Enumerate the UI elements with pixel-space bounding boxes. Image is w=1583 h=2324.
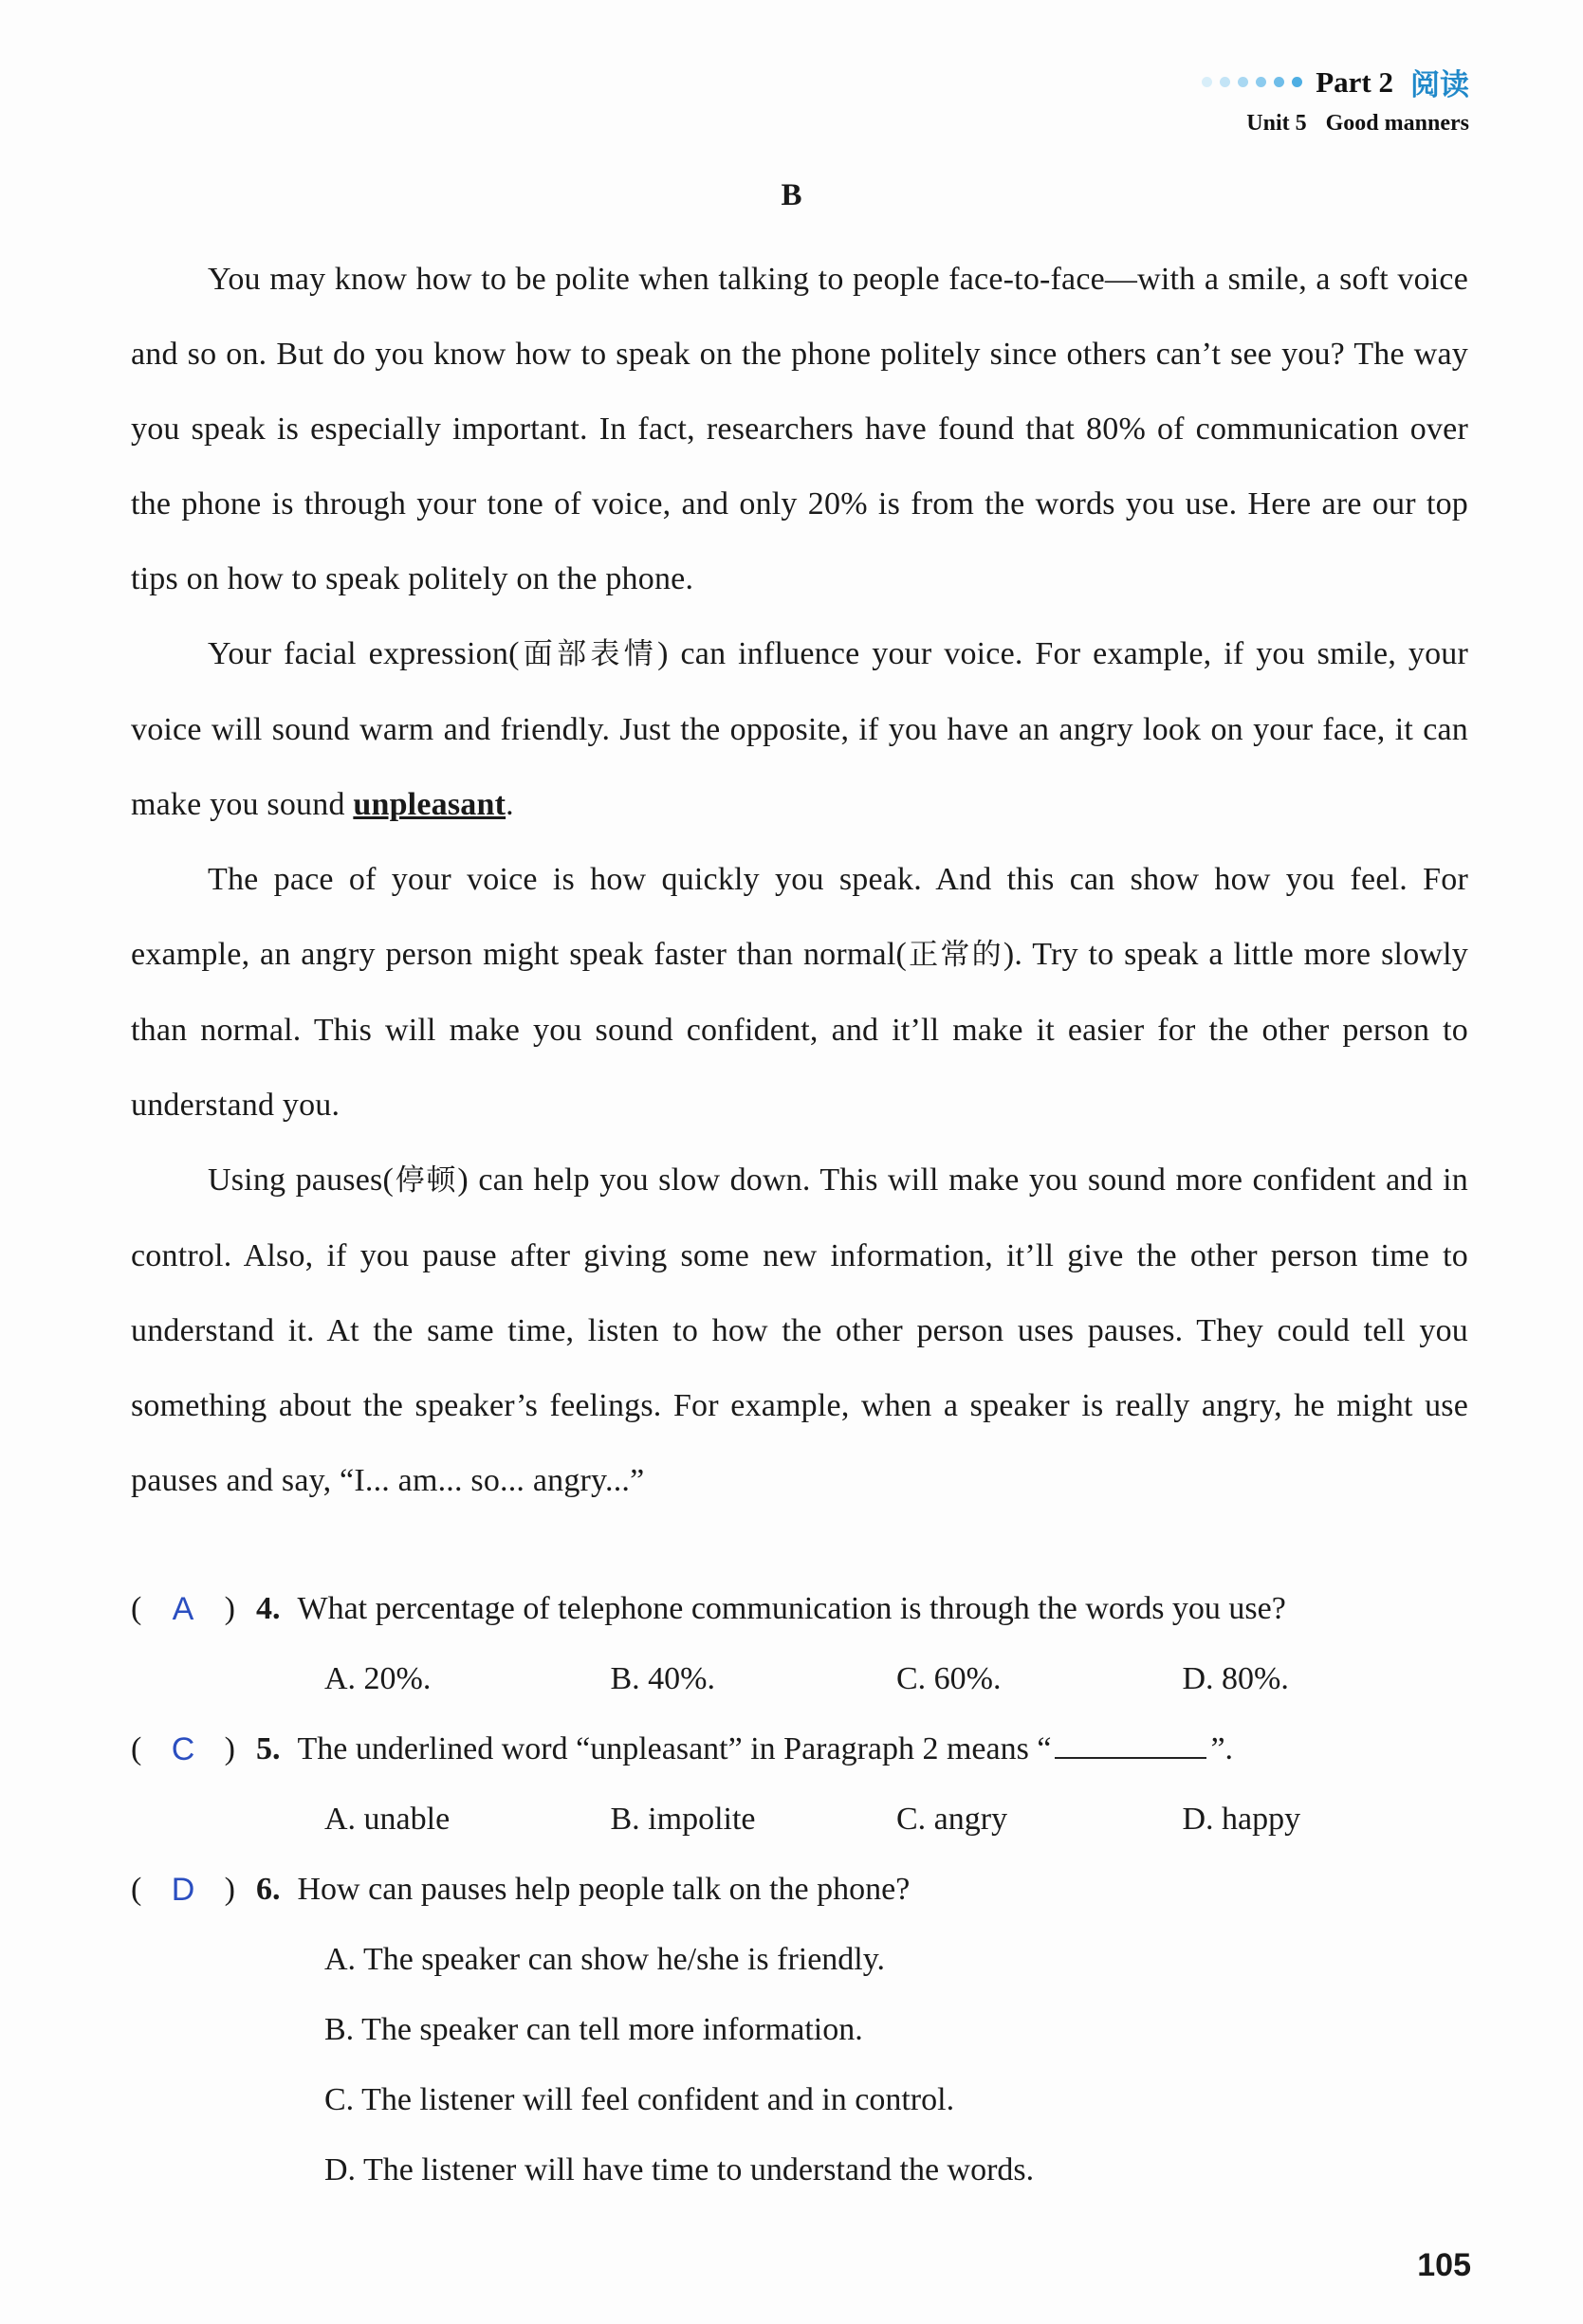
options-4: [324, 1644, 1468, 1714]
answer-bracket: ( A ): [131, 1574, 256, 1644]
unit-label: Unit 5: [1246, 111, 1307, 136]
decorative-dots-icon: [1202, 77, 1302, 87]
answer-bracket: ( D ): [131, 1855, 256, 1925]
keyword-unpleasant: unpleasant: [353, 787, 506, 822]
question-number: 4.: [256, 1591, 281, 1626]
question-4: [131, 1574, 1468, 1644]
option: B. 40%.: [610, 1661, 715, 1696]
paragraph-2: Your facial expression(面部表情) can influence your voice. For example, if you smile, your voice will sound warm and friendly. Just the opposite, if you have an angry look on your face, it can make you sound unpleasant.: [131, 636, 1469, 822]
option: D. 80%.: [1182, 1661, 1289, 1696]
question-number: 5.: [256, 1731, 281, 1766]
question-6: [131, 1855, 1468, 1925]
option: C. angry: [896, 1802, 1008, 1837]
questions: [131, 1574, 1468, 2205]
question-text: What percentage of telephone communication is through the words you use?: [297, 1591, 1286, 1626]
option: D. The listener will have time to understand the words.: [324, 2152, 1035, 2187]
option: A. unable: [324, 1802, 451, 1837]
option: C. The listener will feel confident and in control.: [324, 2082, 955, 2117]
reading-passage: [131, 242, 1468, 1518]
question-number: 6.: [256, 1872, 281, 1907]
question-text: How can pauses help people talk on the phone?: [297, 1872, 911, 1907]
paragraph-4: Using pauses(停顿) can help you slow down. This will make you sound more confident and in control. Also, if you pause after giving some new information, it’ll give the other person time to understand it. At the same time, listen to how the other person uses pauses. They could tell you something about the speaker’s feelings. For example, when a speaker is really angry, he might use pauses and say, “I... am... so... angry...”: [131, 1162, 1468, 1498]
page-header: [1202, 61, 1469, 137]
option: B. The speaker can tell more information.: [324, 2012, 863, 2047]
options-5: [324, 1784, 1468, 1855]
paragraph-3: The pace of your voice is how quickly you speak. And this can show how you feel. For example, an angry person might speak faster than normal(正常的). Try to speak a little more slowly than normal. This will make you sound confident, and it’ll make it easier for the other person to understand you.: [131, 862, 1468, 1123]
option: A. 20%.: [324, 1661, 432, 1696]
answer-6: D: [171, 1872, 195, 1908]
unit-line: [1202, 111, 1469, 137]
option: D. happy: [1182, 1802, 1301, 1837]
part-label: Part 2: [1316, 64, 1393, 99]
answer-5: C: [171, 1731, 195, 1767]
question-5: [131, 1714, 1468, 1784]
unit-title: Good manners: [1325, 111, 1469, 136]
part-title-cn: 阅读: [1410, 68, 1469, 102]
answer-4: A: [172, 1591, 194, 1627]
paragraph-1: You may know how to be polite when talking to people face-to-face—with a smile, a soft voice and so on. But do you know how to speak on the phone politely since others can’t see you? The way you speak is especially important. In fact, researchers have found that 80% of communication over the phone is through your tone of voice, and only 20% is from the words you use. Here are our top tips on how to speak politely on the phone.: [131, 262, 1468, 596]
option: C. 60%.: [896, 1661, 1002, 1696]
answer-blank: [1055, 1729, 1206, 1759]
option: B. impolite: [610, 1802, 756, 1837]
option: A. The speaker can show he/she is friendly.: [324, 1942, 886, 1977]
page-number: 105: [1417, 2247, 1471, 2283]
answer-bracket: ( C ): [131, 1714, 256, 1784]
question-text: The underlined word “unpleasant” in Paragraph 2 means “ ”.: [298, 1714, 1234, 1784]
section-title: B: [781, 178, 802, 212]
